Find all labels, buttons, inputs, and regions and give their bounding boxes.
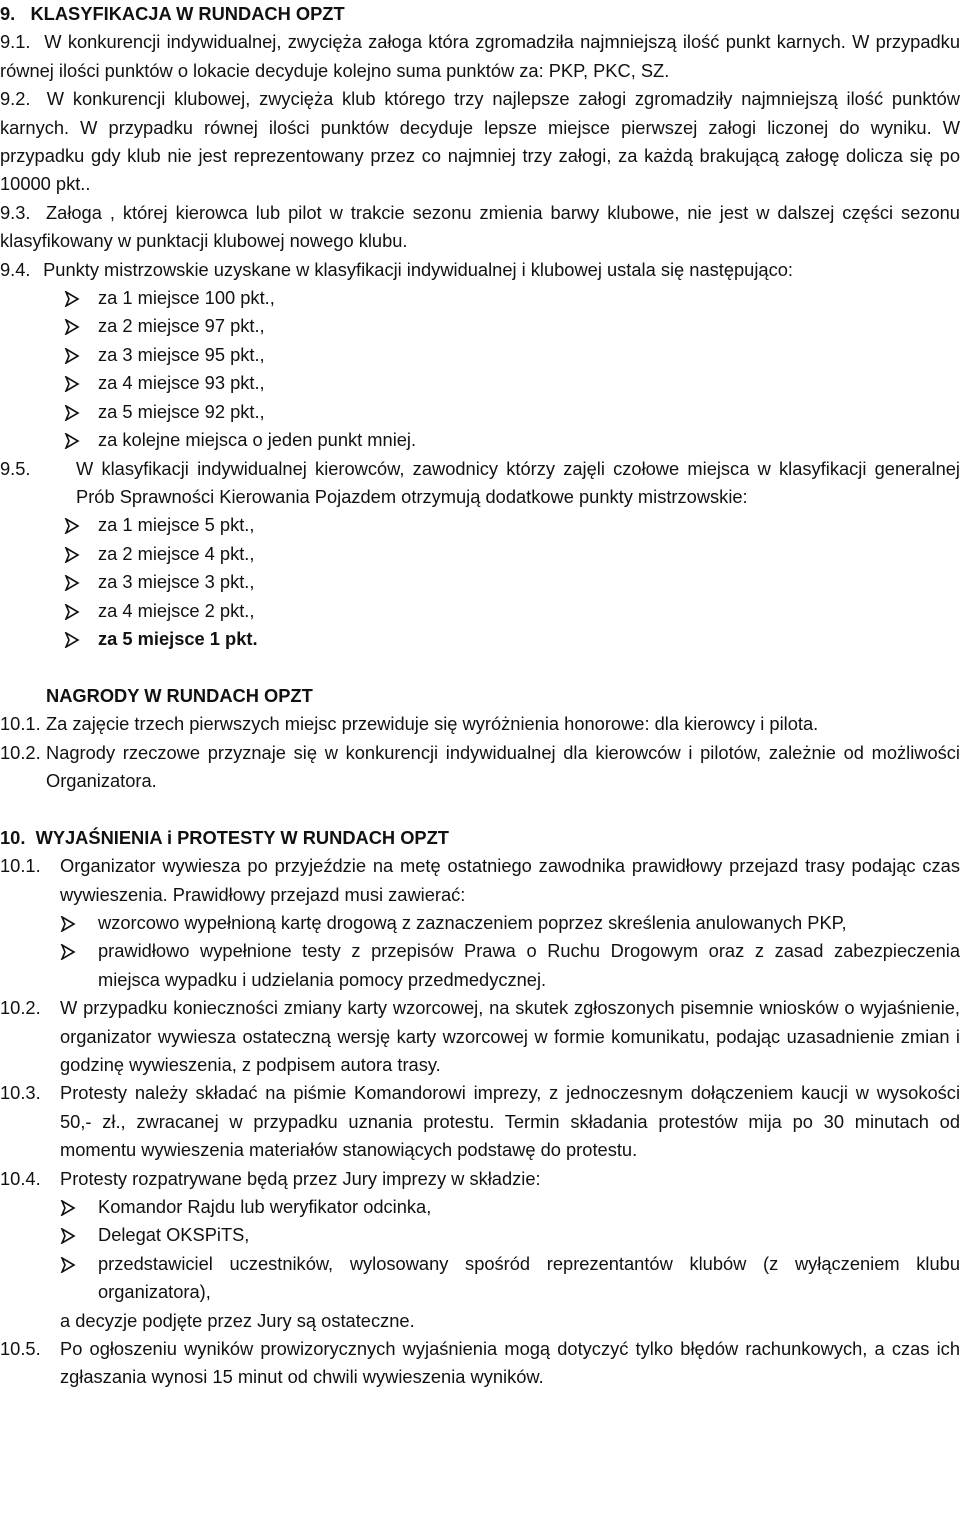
paragraph-10-3 (0, 1079, 960, 1164)
section-nagrody (0, 682, 960, 796)
paragraph-10-5 (0, 1335, 960, 1392)
arrow-bullet-icon (64, 568, 98, 596)
paragraph-9-1 (0, 28, 960, 85)
paragraph-text: Za zajęcie trzech pierwszych miejsc przewiduje się wyróżnienia honorowe: dla kierowcy i pilota. (46, 713, 819, 735)
arrow-bullet-icon (60, 1250, 98, 1307)
paragraph-text: Protesty rozpatrywane będą przez Jury imprezy w składzie: Komandor Rajdu lub weryfikator odcinka, Delegat OKSPiTS, przedstawiciel uczestników, wylosowany spośród reprezentantów klubów (z wyłączeniem klubu organizatora), a decyzje podjęte przez Jury są ostateczne. (60, 1165, 960, 1335)
paragraph-number: 10.2. (0, 997, 41, 1019)
arrow-bullet-icon (60, 1221, 98, 1249)
list-item: prawidłowo wypełnione testy z przepisów Prawa o Ruchu Drogowym oraz z zasad zabezpieczenia miejsca wypadku i udzielania pomocy przedmedycznej. (60, 937, 960, 994)
section-10-heading: 10. WYJAŚNIENIA i PROTESTY W RUNDACH OPZT (0, 826, 449, 848)
paragraph-number: 9.3. (0, 201, 31, 223)
paragraph-number: 10.5. (0, 1338, 41, 1360)
paragraph-text: Protesty należy składać na piśmie Komandorowi imprezy, z jednoczesnym dołączeniem kaucji w wysokości 50,- zł., zwracanej w przypadku uznania protestu. Termin składania protestów mija po 30 minutach od momentu wywieszenia materiałów stanowiących podstawę do protestu. (60, 1082, 960, 1161)
arrow-bullet-icon (60, 1193, 98, 1221)
arrow-bullet-icon (64, 312, 98, 340)
paragraph-text: Po ogłoszeniu wyników prowizorycznych wyjaśnienia mogą dotyczyć tylko błędów rachunkowych, a czas ich zgłaszania wynosi 15 minut od chwili wywieszenia wyników. (60, 1338, 960, 1388)
paragraph-10-1 (0, 852, 960, 994)
points-list-9-5 (0, 511, 960, 653)
arrow-bullet-icon (60, 909, 98, 937)
paragraph-number: 9.5. (0, 457, 31, 479)
paragraph-closing: a decyzje podjęte przez Jury są ostateczne. (60, 1309, 415, 1331)
paragraph-9-2 (0, 85, 960, 199)
list-item: za 1 miejsce 5 pkt., (64, 511, 960, 539)
paragraph-number: 9.4. (0, 258, 31, 280)
jury-list (60, 1193, 960, 1307)
list-item: Komandor Rajdu lub weryfikator odcinka, (60, 1193, 960, 1221)
list-item: Delegat OKSPiTS, (60, 1221, 960, 1249)
requirements-list (60, 909, 960, 994)
section-9-heading: 9. KLASYFIKACJA W RUNDACH OPZT (0, 3, 345, 24)
paragraph-text: W konkurencji indywidualnej, zwycięża załoga która zgromadziła najmniejszą ilość punkt karnych. W przypadku równej ilości punktów o lokacie decyduje kolejno suma punktów za: PKP, PKC, SZ. (0, 31, 960, 81)
arrow-bullet-icon (64, 341, 98, 369)
arrow-bullet-icon (64, 369, 98, 397)
paragraph-text: W przypadku konieczności zmiany karty wzorcowej, na skutek zgłoszonych pisemnie wniosków o wyjaśnienie, organizator wywiesza ostateczną wersję karty wzorcowej w formie komunikatu, podając uzasadnienie zmian i godzinę wywieszenia, z podpisem autora trasy. (60, 997, 960, 1076)
arrow-bullet-icon (64, 398, 98, 426)
paragraph-10-4 (0, 1165, 960, 1335)
list-item: za 2 miejsce 4 pkt., (64, 540, 960, 568)
paragraph-number: 10.1. (0, 713, 41, 735)
arrow-bullet-icon (64, 284, 98, 312)
paragraph-9-4 (0, 256, 960, 284)
paragraph-text: Załoga , której kierowca lub pilot w trakcie sezonu zmienia barwy klubowe, nie jest w dalszej części sezonu klasyfikowany w punktacji klubowej nowego klubu. (0, 201, 960, 252)
list-item: za 1 miejsce 100 pkt., (64, 284, 960, 312)
list-item: za 4 miejsce 2 pkt., (64, 597, 960, 625)
list-item: za 5 miejsce 1 pkt. (64, 625, 960, 653)
list-item: za 3 miejsce 95 pkt., (64, 341, 960, 369)
paragraph-number: 10.2. (0, 741, 41, 763)
paragraph-9-3 (0, 199, 960, 256)
nagrody-heading: NAGRODY W RUNDACH OPZT (46, 684, 313, 706)
arrow-bullet-icon (64, 597, 98, 625)
list-item: za 3 miejsce 3 pkt., (64, 568, 960, 596)
list-item: za 2 miejsce 97 pkt., (64, 312, 960, 340)
paragraph-10-2 (0, 994, 960, 1079)
list-item: przedstawiciel uczestników, wylosowany spośród reprezentantów klubów (z wyłączeniem klubu organizatora), (60, 1250, 960, 1307)
arrow-bullet-icon (60, 937, 98, 994)
paragraph-number: 10.1. (0, 855, 41, 877)
paragraph-text: W klasyfikacji indywidualnej kierowców, zawodnicy którzy zajęli czołowe miejsca w klasyfikacji generalnej Prób Sprawności Kierowania Pojazdem otrzymują dodatkowe punkty mistrzowskie: (76, 457, 960, 507)
arrow-bullet-icon (64, 511, 98, 539)
paragraph-10-1-nagrody (0, 710, 960, 738)
paragraph-text: Nagrody rzeczowe przyznaje się w konkurencji indywidualnej dla kierowców i pilotów, zależnie od możliwości Organizatora. (46, 741, 960, 791)
arrow-bullet-icon (64, 625, 98, 653)
section-10 (0, 824, 960, 1392)
paragraph-number: 10.4. (0, 1167, 41, 1189)
arrow-bullet-icon (64, 426, 98, 454)
list-item: za kolejne miejsca o jeden punkt mniej. (64, 426, 960, 454)
paragraph-text: W konkurencji klubowej, zwycięża klub którego trzy najlepsze załogi zgromadziły najmniejszą ilość punktów karnych. W przypadku równej ilości punktów decyduje lepsze miejsce pierwszej załogi liczonej do wyniku. W przypadku gdy klub nie jest reprezentowany przez co najmniej trzy załogi, za każdą brakującą załogę dolicza się po 10000 pkt.. (0, 88, 960, 195)
paragraph-number: 9.2. (0, 88, 31, 110)
list-item: za 4 miejsce 93 pkt., (64, 369, 960, 397)
paragraph-9-5-body (0, 455, 960, 512)
paragraph-text: Organizator wywiesza po przyjeździe na metę ostatniego zawodnika prawidłowy przejazd trasy podając czas wywieszenia. Prawidłowy przejazd musi zawierać: wzorcowo wypełnioną kartę drogową z zaznaczeniem poprzez skreślenia anulowanych PKP, prawidłowo wypełnione testy z przepisów Prawa o Ruchu Drogowym oraz z zasad zabezpieczenia miejsca wypadku i udzielania pomocy przedmedycznej. (60, 852, 960, 994)
arrow-bullet-icon (64, 540, 98, 568)
paragraph-text: Punkty mistrzowskie uzyskane w klasyfikacji indywidualnej i klubowej ustala się następująco: (43, 258, 793, 280)
paragraph-number: 9.1. (0, 31, 31, 53)
list-item: za 5 miejsce 92 pkt., (64, 398, 960, 426)
paragraph-number: 10.3. (0, 1082, 41, 1104)
section-9 (0, 0, 960, 483)
paragraph-10-2-nagrody (0, 739, 960, 796)
points-list-9-4 (0, 284, 960, 454)
list-item: wzorcowo wypełnioną kartę drogową z zaznaczeniem poprzez skreślenia anulowanych PKP, (60, 909, 960, 937)
